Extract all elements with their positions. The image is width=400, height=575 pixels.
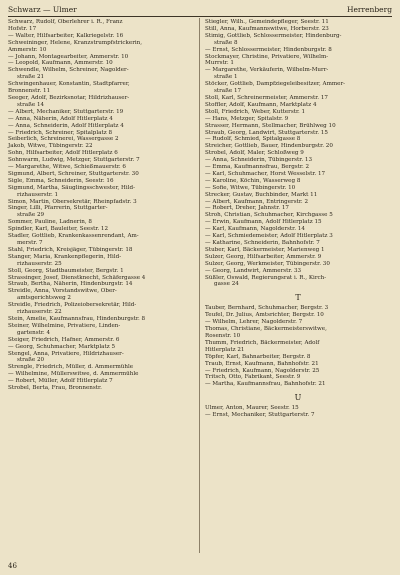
- directory-entry: straße 14: [17, 101, 45, 108]
- directory-entry: straße 17: [214, 88, 242, 95]
- directory-entry: Sommer, Pauline, Ladnerin, 8: [8, 219, 92, 226]
- directory-entry: Stuber, Karl, Bäckermeister, Marienweg 1: [205, 246, 325, 253]
- directory-entry: Thomas, Christiane, Bäckermeisterswitwe,: [205, 326, 327, 333]
- directory-entry: rizhauserstr. 22: [17, 309, 62, 316]
- directory-entry: straße 21: [17, 74, 45, 81]
- directory-entry: Strobel, Berta, Frau, Bronnenstr.: [8, 385, 102, 392]
- directory-entry: Rosenstr. 10: [205, 332, 241, 339]
- directory-entry: rizhauserstr. 1: [17, 191, 59, 198]
- directory-entry: — Erwin, Kaufmann, Adolf Hitlerplatz 15: [205, 219, 322, 226]
- directory-entry: Schweininger, Helene, Kranzstrumpfstrickerin,: [8, 39, 143, 46]
- directory-entry: — Robert, Müller, Adolf Hitlerplatz 7: [8, 378, 113, 385]
- directory-entry: Streidle, Anna, Vorstandswitwe, Ober-: [8, 288, 117, 295]
- directory-entry: — Margarethe, Witwe, Schießmauerstr. 6: [8, 164, 126, 171]
- directory-entry: Strasser, Hermann, Stellmacher, Brühlweg 10: [205, 122, 336, 129]
- directory-entry: Strobel, Adolf, Maler, Schloßweg 9: [205, 150, 304, 157]
- directory-entry: straße 20: [17, 357, 45, 364]
- directory-entry: — Friedrich, Schreiner, Spitalplatz 8: [8, 129, 113, 136]
- directory-entry: Jakob, Witwe, Tübingerstr. 22: [8, 143, 93, 150]
- directory-entry: Streicher, Gottlieb, Bauer, Hindenburgstr. 20: [205, 143, 333, 150]
- directory-entry: Stöcker, Gottlieb, Dampfziegeleibesitzer, Ammer-: [205, 81, 346, 88]
- directory-entry: — Ernst, Mechaniker, Stuttgarterstr. 7: [205, 412, 315, 419]
- directory-entry: Stoll, Friedrich, Weber, Kutterstr. 1: [205, 108, 306, 115]
- directory-entry: Sigle, Emma, Schneiderin, Seestr. 16: [8, 177, 114, 184]
- directory-entry: — Albert, Mechaniker, Stuttgarterstr. 19: [8, 108, 124, 115]
- directory-entry: Schwendle, Wilhelm, Schreiner, Nagolder-: [8, 67, 129, 74]
- directory-entry: Sohn, Hilfsarbeiter, Adolf Hitlerplatz 6: [8, 150, 118, 157]
- directory-entry: Still, Anna, Kaufmannswitwe, Horberstr. 23: [205, 25, 329, 32]
- directory-entry: Bronnenstr. 11: [8, 88, 51, 95]
- header-left: Schwarz — Ulmer: [8, 5, 77, 14]
- directory-entry: — Georg, Landwirt, Ammerstr. 33: [205, 267, 302, 274]
- directory-entry: Stein, Amelie, Kaufmannsfrau, Hindenburgstr. 8: [8, 315, 146, 322]
- directory-entry: Streidle, Friedrich, Polizeiobersekretär, Hild-: [8, 302, 137, 309]
- directory-entry: Ulmer, Anton, Maurer, Seestr. 15: [205, 405, 299, 412]
- directory-entry: — Leopold, Kaufmann, Ammerstr. 10: [8, 60, 113, 67]
- directory-entry: — Emma, Kaufmannsfrau, Bergstr. 2: [205, 164, 310, 171]
- directory-entry: Strassinger, Josef, Dienstknecht, Schäfergasse 4: [8, 274, 146, 281]
- directory-entry: Stimig, Gottlieb, Schlossermeister, Hindenburg-: [205, 32, 342, 39]
- directory-entry: Stoffler, Adolf, Kaufmann, Marktplatz 4: [205, 101, 317, 108]
- directory-entry: Schwingenhauer, Konstantin, Stadtpfarrer,: [8, 81, 130, 88]
- directory-entry: Töpfer, Karl, Bahnarbeiter, Bergstr. 8: [205, 353, 311, 360]
- directory-entry: Stoll, Karl, Schreinermeister, Ammerstr. 17: [205, 94, 328, 101]
- directory-entry: Sohnwarm, Ludwig, Metzger, Stuttgarterstr. 7: [8, 157, 140, 164]
- right-column: [205, 19, 391, 419]
- header-rule: [8, 16, 392, 17]
- directory-entry: Sulzer, Georg, Hilfsarbeiter, Ammerstr. 9: [205, 253, 322, 260]
- header-right: Herrenberg: [346, 5, 392, 14]
- directory-entry: Schwarz, Rudolf, Oberlehrer i. R., Franz: [8, 19, 123, 25]
- page-number: 46: [8, 562, 17, 570]
- directory-entry: — Friedrich, Kaufmann, Nagolderstr. 25: [205, 367, 320, 374]
- directory-entry: — Karl, Schuhmacher, Horst Wesselstr. 17: [205, 170, 326, 177]
- directory-entry: — Rudolf, Schmied, Spitalgasse 8: [205, 136, 301, 143]
- directory-entry: gartenstr. 4: [17, 329, 51, 336]
- directory-entry: Stoll, Georg, Stadtbaumeister, Bergstr. 1: [8, 267, 124, 274]
- directory-entry: Steiger, Friedrich, Hafner, Ammerstr. 6: [8, 336, 120, 343]
- directory-entry: — Karoline, Köchin, Wasserweg 8: [205, 177, 301, 184]
- directory-entry: Simon, Martin, Obersekretär, Rheinpfadstr. 3: [8, 198, 137, 205]
- directory-entry: straße 1: [214, 74, 238, 81]
- directory-entry: Sigmund, Albert, Schreiner, Stuttgarterstr. 30: [8, 170, 139, 177]
- directory-entry: merstr. 7: [17, 240, 43, 246]
- directory-entry: Murrstr. 1: [205, 60, 234, 67]
- directory-entry: straße 29: [17, 212, 45, 219]
- directory-entry: Seeger, Adolf, Bezirksnotar, Hildrizhauser-: [8, 94, 130, 101]
- directory-entry: — Ernst, Schlossermeister, Hindenburgstr. 8: [205, 46, 332, 53]
- directory-entry: Teufel, Dr. Julius, Amtsrichter, Bergstr. 10: [205, 312, 324, 319]
- directory-entry: Strecker, Gustav, Buchbinder, Markt 11: [205, 191, 318, 198]
- directory-entry: Thumm, Friedrich, Bäckermeister, Adolf: [205, 339, 320, 346]
- directory-entry: Sulzer, Georg, Werkmeister, Tübingerstr. 30: [205, 260, 330, 267]
- directory-entry: Straub, Bertha, Näherin, Hindenburgstr. 14: [8, 281, 133, 288]
- directory-entry: Steiner, Wilhelmine, Privatiere, Linden-: [8, 322, 121, 329]
- directory-entry: — Margarethe, Verkäuferin, Wilhelm-Murr-: [205, 67, 329, 74]
- directory-entry: Stadler, Gottlieb, Krankenkassenrendant, Am-: [8, 233, 139, 240]
- directory-entry: Stroh, Christian, Schuhmacher, Kirchgasse 5: [205, 212, 333, 219]
- directory-entry: — Wilhelmine, Müllerswitwe, d. Ammermühle: [8, 371, 139, 378]
- directory-entry: Straub, Georg, Landwirt, Stuttgarterstr. 15: [205, 129, 328, 136]
- directory-entry: — Anna, Schneiderin, Adolf Hitlerplatz 4: [8, 122, 124, 129]
- directory-entry: Hofstr. 17: [8, 25, 37, 32]
- directory-entry: Spindler, Karl, Bauleiter, Seestr. 12: [8, 226, 109, 233]
- directory-entry: — Karl, Schmiedemeister, Adolf Hitlerplatz 3: [205, 233, 333, 240]
- directory-entry: — Robert, Dreher, Jahnstr. 17: [205, 205, 289, 212]
- section-letter: T: [295, 293, 301, 303]
- directory-entry: Sigmund, Martha, Säuglingsschwester, Hild-: [8, 184, 135, 191]
- directory-entry: Tritsch, Otto, Fabrikant, Seestr. 9: [205, 374, 301, 381]
- directory-entry: — Sofie, Witwe, Tübingerstr. 10: [205, 184, 296, 191]
- column-divider: [199, 18, 200, 553]
- directory-entry: gasse 24: [214, 281, 239, 288]
- directory-entry: — Anna, Näherin, Adolf Hitlerplatz 4: [8, 115, 113, 122]
- directory-entry: Ammerstr. 10: [8, 46, 47, 53]
- directory-entry: Süßler, Oswald, Regierungsrat i. R., Kirch-: [205, 274, 327, 281]
- directory-entry: — Albert, Kaufmann, Entringerstr. 2: [205, 198, 309, 205]
- directory-entry: — Georg, Schuhmacher, Marktplatz 5: [8, 343, 116, 350]
- directory-entry: Stockmayer, Christine, Privatiere, Wilhelm-: [205, 53, 329, 60]
- directory-entry: — Hans, Metzger, Spitalstr. 9: [205, 115, 289, 122]
- directory-entry: — Johann, Montagearbeiter, Ammerstr. 10: [8, 53, 129, 60]
- directory-entry: — Martha, Kaufmannsfrau, Bahnhofstr. 21: [205, 381, 326, 388]
- directory-entry: straße 8: [214, 39, 238, 46]
- left-column: [8, 19, 194, 392]
- section-letter: U: [294, 393, 302, 403]
- directory-entry: — Katharine, Schneiderin, Bahnhofstr. 7: [205, 240, 320, 246]
- directory-entry: Singer, Lilli, Pfarrerin, Stuttgarter-: [8, 205, 108, 212]
- directory-entry: Stanger, Maria, Krankenpflegerin, Hild-: [8, 253, 122, 260]
- directory-entry: — Walter, Hilfsarbeiter, Kalkriegelstr. 16: [8, 32, 124, 39]
- directory-entry: — Karl, Kaufmann, Nagolderstr. 14: [205, 226, 305, 233]
- directory-entry: amtsgerichtsweg 2: [17, 295, 71, 302]
- directory-entry: Tauber, Bernhard, Schuhmacher, Bergstr. 3: [205, 305, 329, 312]
- directory-entry: Hitlerplatz 21: [205, 346, 245, 353]
- directory-entry: rizhauserstr. 25: [17, 260, 62, 267]
- directory-entry: Stiegler, Wilh., Gemeindepfleger, Seestr. 11: [205, 19, 329, 25]
- directory-entry: Stahl, Friedrich, Kreisjäger, Tübingerstr. 18: [8, 246, 133, 253]
- directory-entry: — Wilhelm, Lehrer, Nagolderstr. 7: [205, 319, 303, 326]
- directory-entry: Traub, Ernst, Kaufmann, Bahnhofstr. 21: [205, 360, 319, 367]
- directory-entry: Strengle, Friedrich, Müller, d. Ammermühle: [8, 364, 134, 371]
- directory-entry: Seiberlich, Schreinerei, Wassergasse 2: [8, 136, 119, 143]
- directory-entry: — Anna, Schneiderin, Tübingerstr. 13: [205, 157, 313, 164]
- directory-entry: Stengel, Anna, Privatiere, Hildrizhauser-: [8, 350, 124, 357]
- running-header: [8, 4, 392, 16]
